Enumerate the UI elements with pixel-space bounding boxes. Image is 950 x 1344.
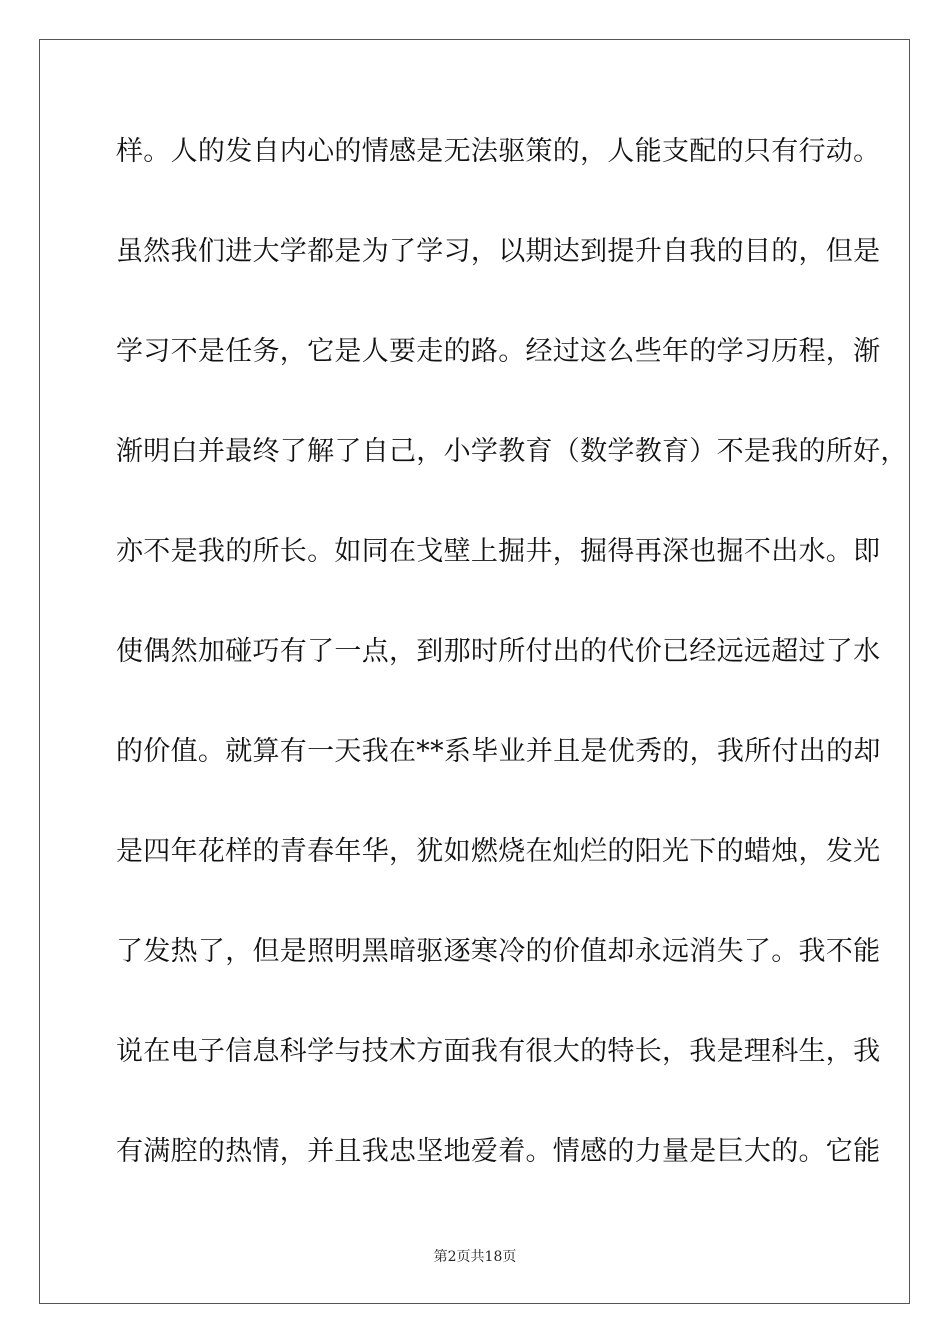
text-line: 渐明白并最终了解了自己，小学教育（数学教育）不是我的所好，	[116, 436, 908, 467]
document-body	[116, 124, 908, 1224]
text-line: 了发热了，但是照明黑暗驱逐寒冷的价值却永远消失了。我不能	[116, 936, 881, 967]
text-line: 的价值。就算有一天我在**系毕业并且是优秀的，我所付出的却	[116, 736, 881, 767]
text-line: 说在电子信息科学与技术方面我有很大的特长，我是理科生，我	[116, 1036, 881, 1067]
page-number: 第2页共18页	[433, 1249, 517, 1265]
text-line: 有满腔的热情，并且我忠坚地爱着。情感的力量是巨大的。它能	[116, 1136, 881, 1167]
text-line: 虽然我们进大学都是为了学习，以期达到提升自我的目的，但是	[116, 236, 881, 267]
text-line: 亦不是我的所长。如同在戈壁上掘井，掘得再深也掘不出水。即	[116, 536, 881, 567]
text-line: 使偶然加碰巧有了一点，到那时所付出的代价已经远远超过了水	[116, 636, 881, 667]
text-line: 学习不是任务，它是人要走的路。经过这么些年的学习历程，渐	[116, 336, 881, 367]
text-line: 样。人的发自内心的情感是无法驱策的，人能支配的只有行动。	[116, 136, 881, 167]
text-line: 是四年花样的青春年华，犹如燃烧在灿烂的阳光下的蜡烛，发光	[116, 836, 881, 867]
